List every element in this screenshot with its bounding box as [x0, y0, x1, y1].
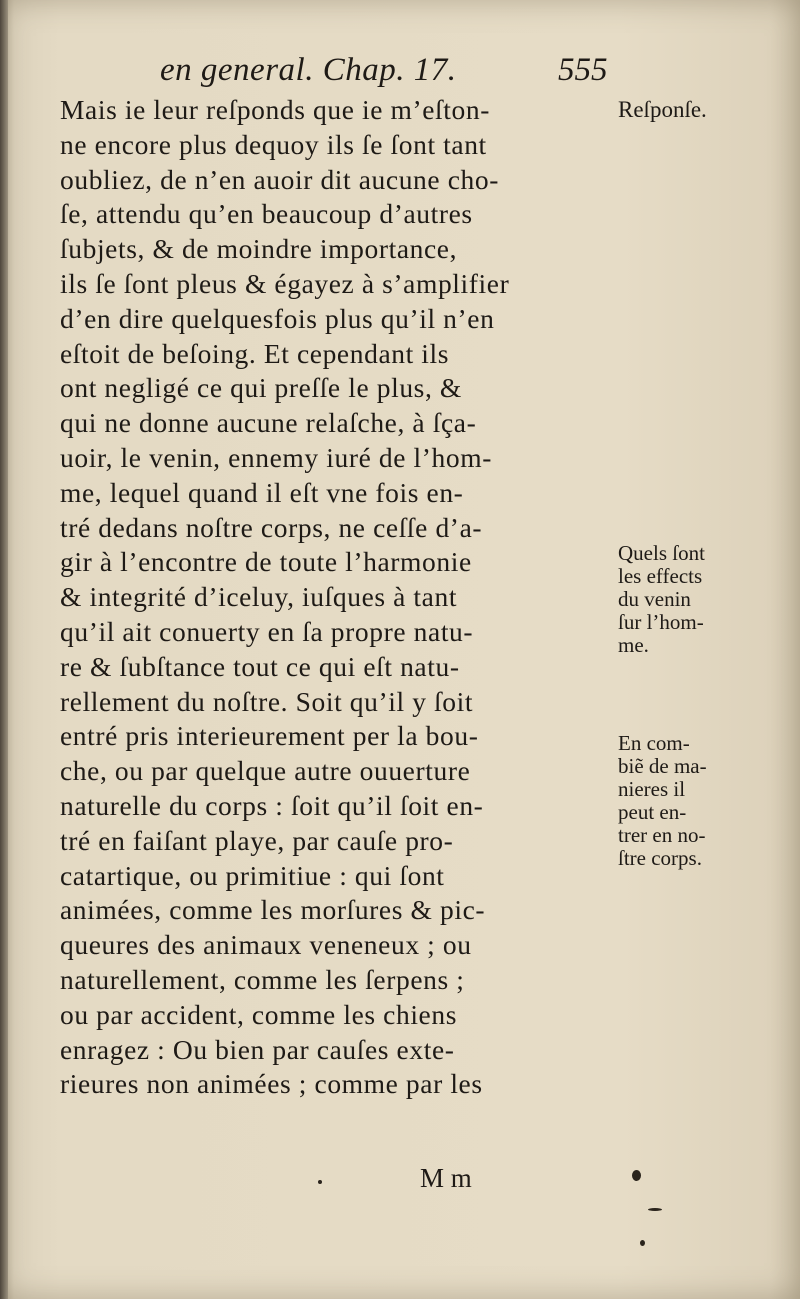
text-line: rellement du noſtre. Soit qu’il y ſoit [60, 685, 474, 717]
text-line: qui ne donne aucune relaſche, à ſça- [60, 407, 477, 439]
text-line: ſe, attendu qu’en beaucoup d’autres [60, 198, 473, 230]
margin-note-line: ſtre corps. [618, 846, 702, 870]
text-line: eſtoit de beſoing. Et cependant ils [60, 337, 450, 369]
margin-note-line: me. [618, 633, 649, 657]
page-number: 555 [558, 52, 608, 88]
margin-note-line: trer en no- [618, 823, 706, 847]
text-line: Mais ie leur reſponds que ie m’eſton- [60, 94, 490, 125]
margin-note-line: Quels ſont [618, 541, 705, 565]
text-line: entré pris interieurement per la bou- [60, 720, 479, 752]
text-line: rieures non animées ; comme par les [60, 1068, 483, 1100]
text-line: ne encore plus dequoy ils ſe ſont tant [60, 128, 487, 160]
text-line: ils ſe ſont pleus & égayez à s’amplifier [60, 267, 510, 299]
page-header [160, 50, 620, 94]
margin-note-line: du venin [618, 587, 691, 611]
signature-mark: M m [420, 1163, 472, 1193]
page-gutter [0, 0, 8, 1299]
margin-note-line: nieres il [618, 777, 686, 801]
ink-speck [648, 1208, 662, 1211]
ink-speck [318, 1180, 322, 1184]
text-line: animées, comme les morſures & pic- [60, 894, 486, 926]
text-line: ont negligé ce qui preſſe le plus, & [60, 372, 462, 404]
ink-speck [632, 1170, 641, 1181]
text-line: gir à l’encontre de toute l’harmonie [60, 546, 472, 578]
margin-note-responce [618, 98, 707, 121]
text-line: qu’il ait conuerty en ſa propre natu- [60, 615, 474, 647]
margin-note-line: les effects [618, 564, 703, 588]
body-text [60, 93, 620, 1102]
margin-note-line: biẽ de ma- [618, 754, 707, 778]
margin-note-encomb [618, 732, 707, 870]
text-line: ou par accident, comme les chiens [60, 998, 458, 1030]
text-line: naturellement, comme les ſerpens ; [60, 963, 465, 995]
margin-note-line: Reſponſe. [618, 97, 707, 122]
text-line: queures des animaux veneneux ; ou [60, 929, 472, 961]
text-line: naturelle du corps : ſoit qu’il ſoit en- [60, 789, 484, 821]
text-line: re & ſubſtance tout ce qui eſt natu- [60, 650, 460, 682]
ink-speck [640, 1240, 645, 1246]
text-line: me, lequel quand il eſt vne fois en- [60, 476, 464, 508]
text-line: tré en faiſant playe, par cauſe pro- [60, 824, 454, 856]
margin-note-line: En com- [618, 731, 690, 755]
text-line: & integrité d’iceluy, iuſques à tant [60, 581, 458, 613]
running-title: en general. Chap. 17. [160, 52, 457, 88]
margin-note-quels [618, 542, 705, 657]
text-line: enragez : Ou bien par cauſes exte- [60, 1033, 455, 1065]
margin-note-line: ſur l’hom- [618, 610, 704, 634]
text-line: tré dedans noſtre corps, ne ceſſe d’a- [60, 511, 483, 543]
margin-note-line: peut en- [618, 800, 687, 824]
text-line: catartique, ou primitiue : qui ſont [60, 859, 445, 891]
text-line: d’en dire quelquesfois plus qu’il n’en [60, 302, 495, 334]
text-line: ſubjets, & de moindre importance, [60, 233, 458, 265]
text-line: che, ou par quelque autre ouuerture [60, 755, 471, 787]
text-line: oubliez, de n’en auoir dit aucune cho- [60, 163, 499, 195]
text-line: uoir, le venin, ennemy iuré de l’hom- [60, 441, 492, 473]
